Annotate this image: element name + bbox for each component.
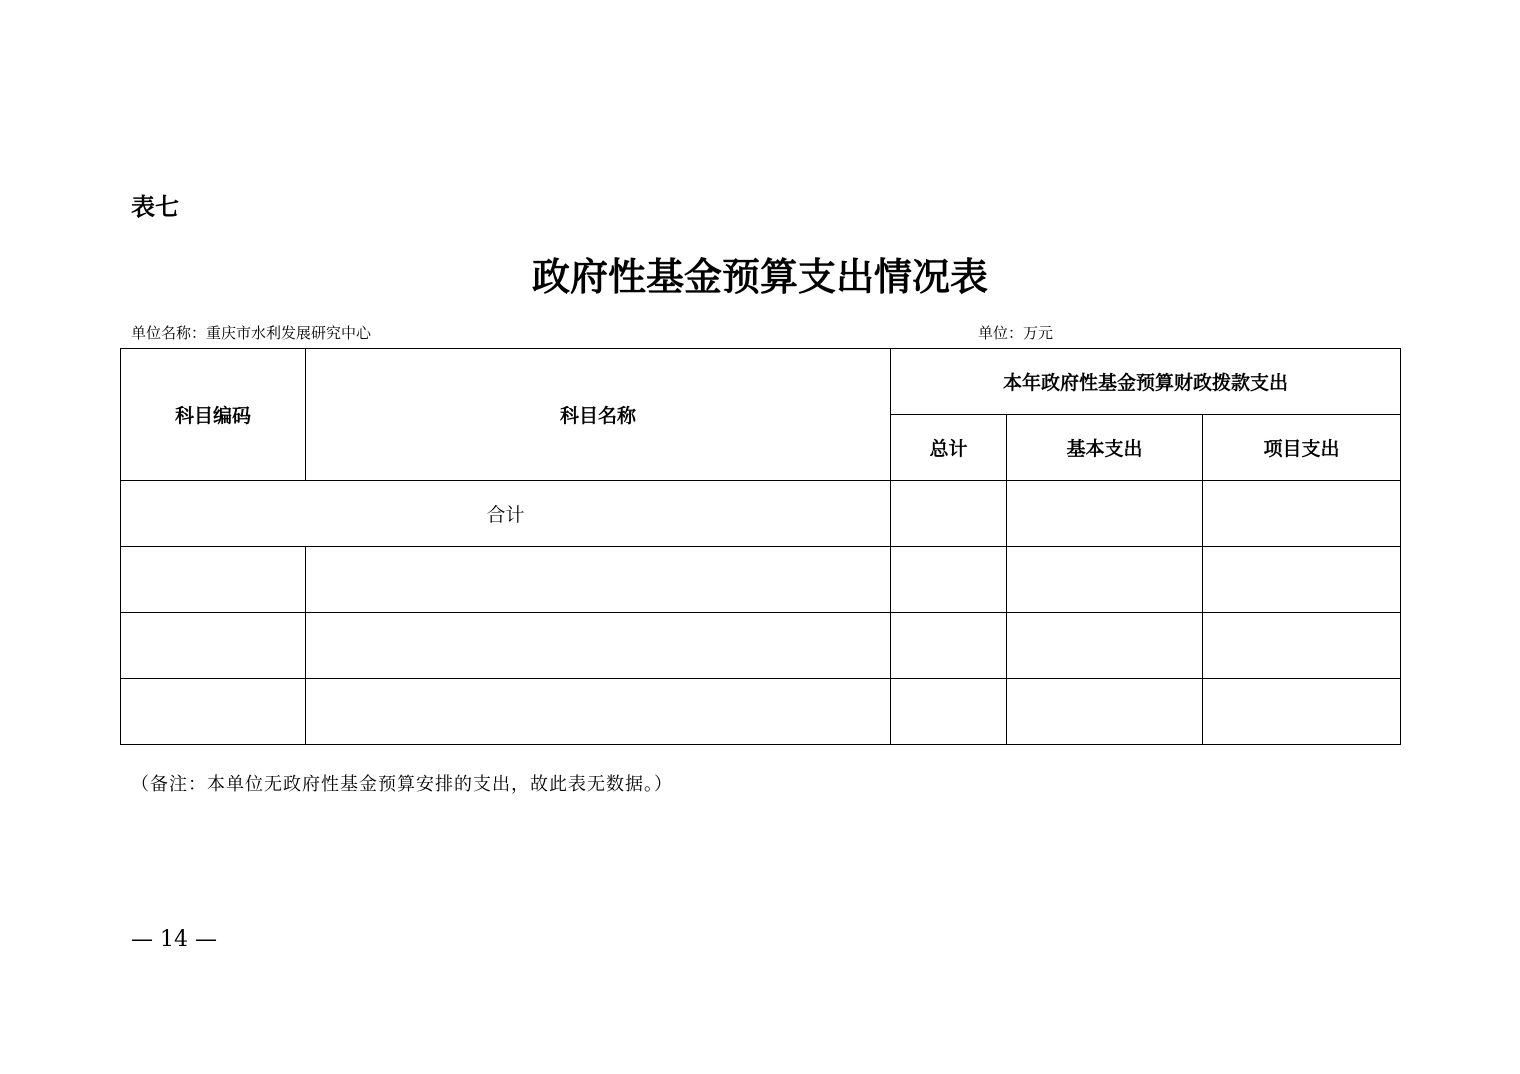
row-total xyxy=(891,547,1007,613)
row-code xyxy=(121,679,306,745)
row-code xyxy=(121,613,306,679)
row-name xyxy=(306,547,891,613)
row-basic xyxy=(1007,547,1203,613)
header-project-expenditure: 项目支出 xyxy=(1203,415,1401,481)
header-total: 总计 xyxy=(891,415,1007,481)
row-total xyxy=(891,613,1007,679)
total-row-label: 合计 xyxy=(121,481,891,547)
row-project xyxy=(1203,547,1401,613)
header-basic-expenditure: 基本支出 xyxy=(1007,415,1203,481)
table-row xyxy=(121,547,1401,613)
row-code xyxy=(121,547,306,613)
unit-name-label: 单位名称：重庆市水利发展研究中心 xyxy=(131,324,372,342)
row-name xyxy=(306,679,891,745)
page-number: — 14 — xyxy=(131,927,217,952)
header-subject-name: 科目名称 xyxy=(306,349,891,481)
total-row-basic xyxy=(1007,481,1203,547)
header-subject-code: 科目编码 xyxy=(121,349,306,481)
total-row-total xyxy=(891,481,1007,547)
total-row-project xyxy=(1203,481,1401,547)
row-total xyxy=(891,679,1007,745)
header-fund-expenditure-group: 本年政府性基金预算财政拨款支出 xyxy=(891,349,1401,415)
currency-unit-label: 单位：万元 xyxy=(978,324,1054,342)
table-row xyxy=(121,679,1401,745)
row-project xyxy=(1203,613,1401,679)
row-basic xyxy=(1007,679,1203,745)
table-note: （备注：本单位无政府性基金预算安排的支出，故此表无数据。） xyxy=(131,774,673,795)
row-project xyxy=(1203,679,1401,745)
budget-table xyxy=(120,348,1401,745)
table-number: 表七 xyxy=(131,193,179,221)
row-basic xyxy=(1007,613,1203,679)
document-title: 政府性基金预算支出情况表 xyxy=(531,254,988,299)
table-row xyxy=(121,613,1401,679)
row-name xyxy=(306,613,891,679)
total-row xyxy=(121,481,1401,547)
header-row-1 xyxy=(121,349,1401,415)
